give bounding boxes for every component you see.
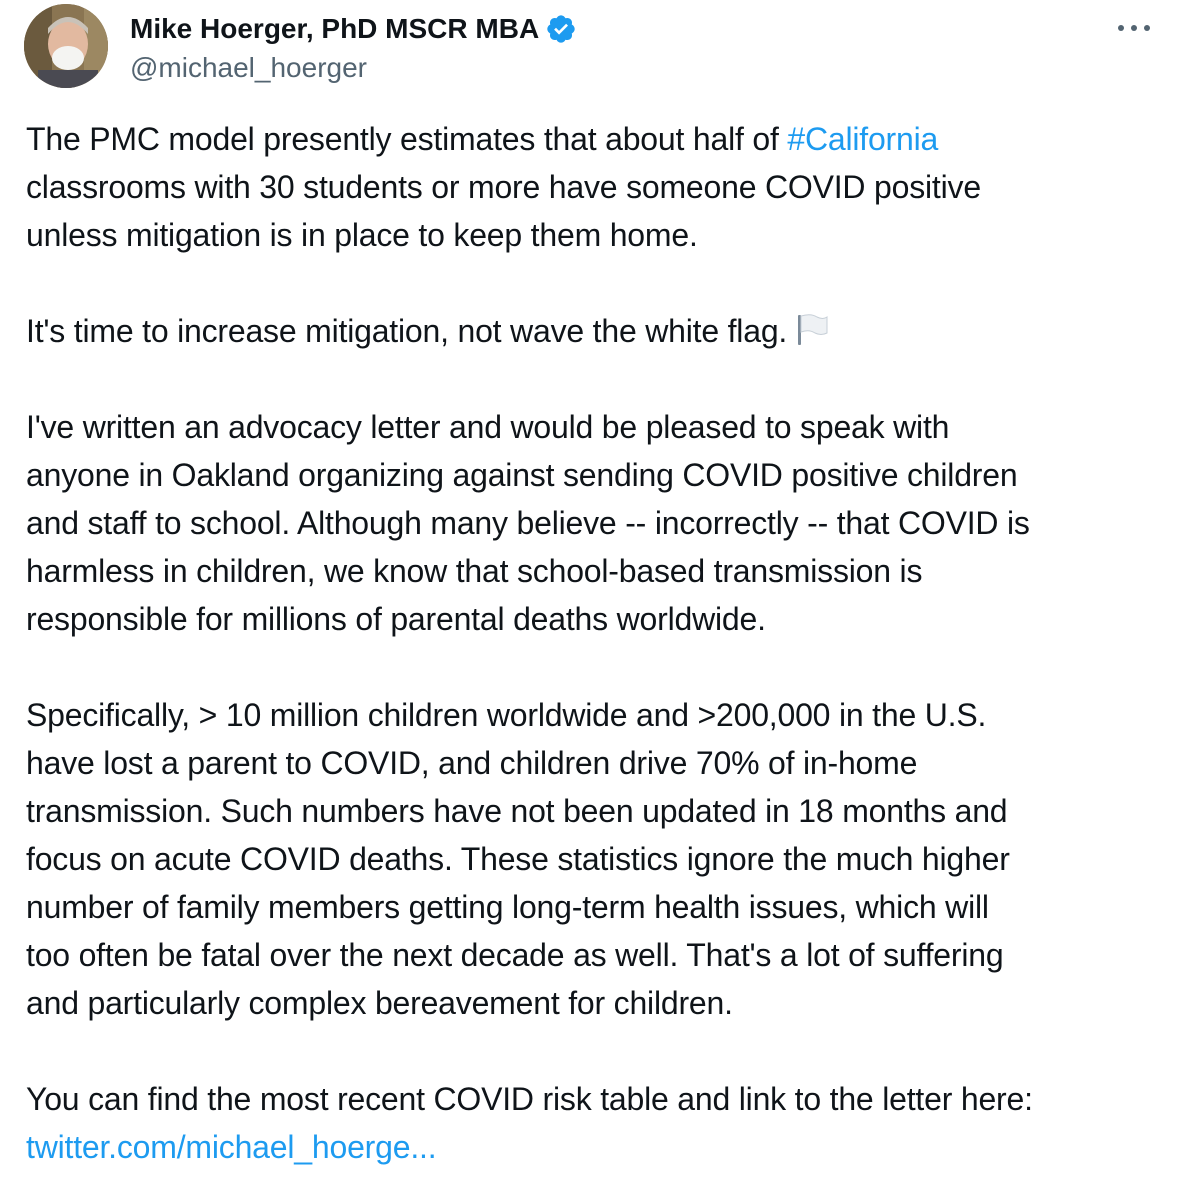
text-line: I've written an advocacy letter and would be pleased to speak with — [26, 409, 950, 445]
text-line: You can find the most recent COVID risk table and link to the letter here: — [26, 1081, 1033, 1117]
text-line: classrooms with 30 students or more have someone COVID positive — [26, 169, 981, 205]
text-line: have lost a parent to COVID, and children drive 70% of in-home — [26, 745, 918, 781]
paragraph-2 — [26, 307, 1176, 355]
paragraph-1 — [26, 115, 1176, 259]
handle[interactable]: @michael_hoerger — [130, 52, 367, 83]
white-flag-icon — [793, 312, 829, 346]
text-line: and staff to school. Although many believe -- incorrectly -- that COVID is — [26, 505, 1030, 541]
paragraph-4 — [26, 691, 1176, 1027]
text-line: responsible for millions of parental deaths worldwide. — [26, 601, 766, 637]
paragraph-3 — [26, 403, 1176, 643]
tweet-text — [26, 115, 1176, 1171]
text-line: harmless in children, we know that school-based transmission is — [26, 553, 923, 589]
paragraph-5 — [26, 1075, 1176, 1171]
text-line — [26, 115, 1176, 163]
external-link[interactable]: twitter.com/michael_hoerge... — [26, 1129, 437, 1165]
avatar-photo-icon — [24, 4, 108, 88]
text-line: too often be fatal over the next decade as well. That's a lot of suffering — [26, 937, 1004, 973]
hashtag-link[interactable]: #California — [787, 121, 939, 157]
author-block — [130, 12, 577, 84]
text-segment: The PMC model presently estimates that about half of — [26, 121, 788, 157]
display-name[interactable]: Mike Hoerger, PhD MSCR MBA — [130, 13, 540, 44]
name-row — [130, 12, 577, 46]
text-line: transmission. Such numbers have not been updated in 18 months and — [26, 793, 1008, 829]
text-line: Specifically, > 10 million children worldwide and >200,000 in the U.S. — [26, 697, 987, 733]
text-segment: It's time to increase mitigation, not wave the white flag. — [26, 313, 788, 349]
text-line: number of family members getting long-term health issues, which will — [26, 889, 989, 925]
avatar[interactable] — [24, 4, 108, 88]
text-line: focus on acute COVID deaths. These statistics ignore the much higher — [26, 841, 1010, 877]
text-line: and particularly complex bereavement for children. — [26, 985, 733, 1021]
text-line: unless mitigation is in place to keep them home. — [26, 217, 698, 253]
text-line: anyone in Oakland organizing against sending COVID positive children — [26, 457, 1018, 493]
verified-badge-icon[interactable] — [545, 13, 577, 45]
text-line — [26, 307, 1176, 355]
ellipsis-icon[interactable] — [1114, 18, 1154, 38]
